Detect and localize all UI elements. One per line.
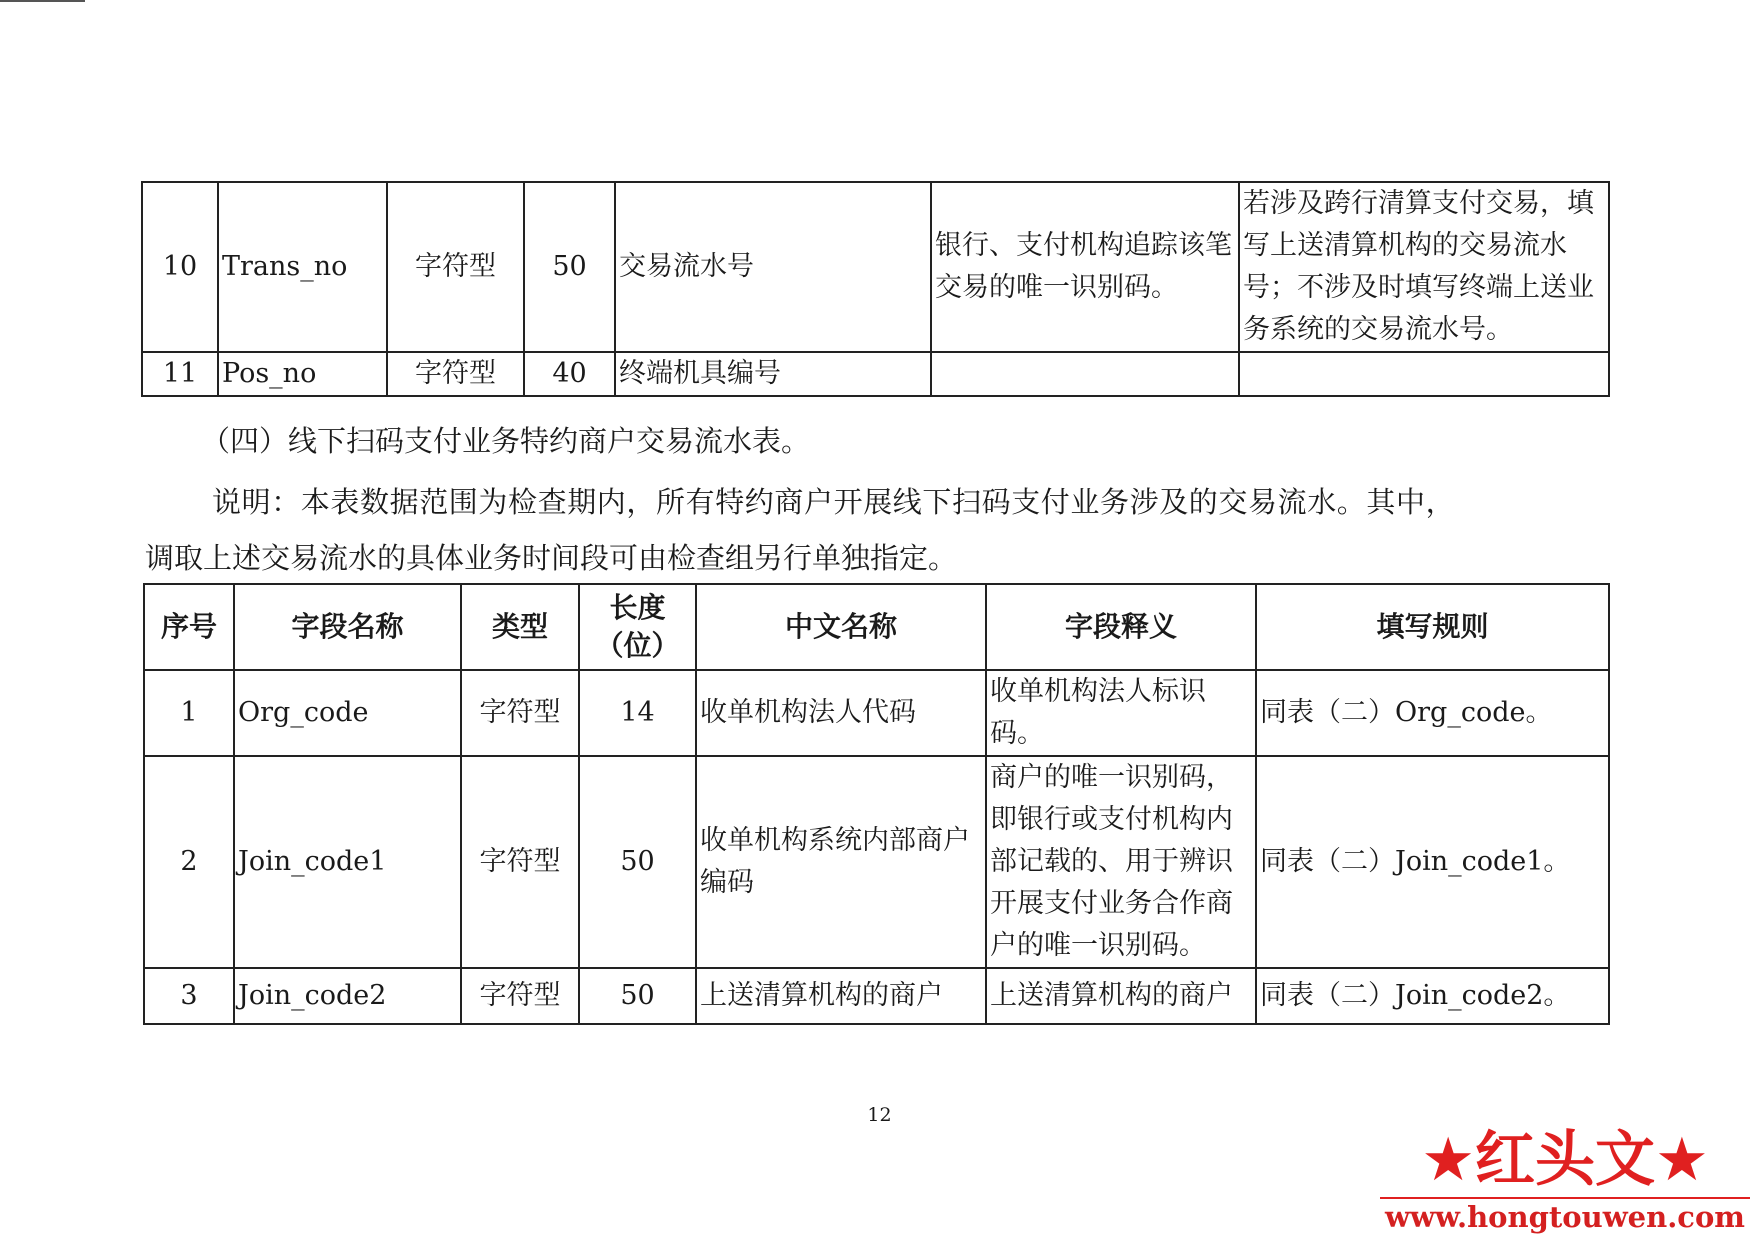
watermark-url: www.hongtouwen.com xyxy=(1385,1200,1745,1234)
cell-length: 14 xyxy=(579,670,696,756)
table-row xyxy=(144,756,1609,968)
cell-desc: 银行、支付机构追踪该笔交易的唯一识别码。 xyxy=(931,182,1239,352)
cell-no: 3 xyxy=(144,968,234,1024)
cell-rule: 同表（二）Join_code1。 xyxy=(1256,756,1609,968)
header-no: 序号 xyxy=(144,584,234,670)
header-length: 长度（位） xyxy=(579,584,696,670)
table-row xyxy=(142,352,1609,396)
cell-rule: 若涉及跨行清算支付交易，填写上送清算机构的交易流水号；不涉及时填写终端上送业务系统的交易流水号。 xyxy=(1239,182,1609,352)
cell-type: 字符型 xyxy=(461,968,579,1024)
cell-cn-name: 收单机构系统内部商户编码 xyxy=(696,756,986,968)
page-number: 12 xyxy=(867,1104,892,1126)
table-header-row xyxy=(144,584,1609,670)
cell-cn-name: 终端机具编号 xyxy=(615,352,931,396)
cell-type: 字符型 xyxy=(461,670,579,756)
header-rule: 填写规则 xyxy=(1256,584,1609,670)
cell-rule: 同表（二）Org_code。 xyxy=(1256,670,1609,756)
cell-type: 字符型 xyxy=(461,756,579,968)
cell-type: 字符型 xyxy=(387,352,524,396)
cell-cn-name: 上送清算机构的商户 xyxy=(696,968,986,1024)
cell-cn-name: 收单机构法人代码 xyxy=(696,670,986,756)
scan-edge-mark xyxy=(0,0,85,2)
cell-length: 50 xyxy=(579,756,696,968)
cell-rule: 同表（二）Join_code2。 xyxy=(1256,968,1609,1024)
cell-field: Trans_no xyxy=(218,182,387,352)
cell-desc: 商户的唯一识别码，即银行或支付机构内部记载的、用于辨识开展支付业务合作商户的唯一识别码。 xyxy=(986,756,1256,968)
cell-field: Pos_no xyxy=(218,352,387,396)
table-row xyxy=(142,182,1609,352)
table-fields-continued xyxy=(141,181,1610,397)
header-cn-name: 中文名称 xyxy=(696,584,986,670)
header-field: 字段名称 xyxy=(234,584,461,670)
table-merchant-transactions xyxy=(143,583,1610,1025)
cell-desc: 上送清算机构的商户 xyxy=(986,968,1256,1024)
cell-length: 50 xyxy=(579,968,696,1024)
cell-no: 11 xyxy=(142,352,218,396)
section-heading: （四）线下扫码支付业务特约商户交易流水表。 xyxy=(201,424,811,458)
table-row xyxy=(144,968,1609,1024)
watermark-title: ★红头文★ xyxy=(1421,1125,1709,1195)
cell-length: 50 xyxy=(524,182,615,352)
header-type: 类型 xyxy=(461,584,579,670)
cell-cn-name: 交易流水号 xyxy=(615,182,931,352)
cell-type: 字符型 xyxy=(387,182,524,352)
description-line-2: 调取上述交易流水的具体业务时间段可由检查组另行单独指定。 xyxy=(145,541,958,575)
cell-rule xyxy=(1239,352,1609,396)
cell-no: 10 xyxy=(142,182,218,352)
cell-no: 2 xyxy=(144,756,234,968)
cell-desc xyxy=(931,352,1239,396)
cell-no: 1 xyxy=(144,670,234,756)
cell-field: Org_code xyxy=(234,670,461,756)
watermark xyxy=(1380,1125,1750,1235)
header-desc: 字段释义 xyxy=(986,584,1256,670)
cell-field: Join_code1 xyxy=(234,756,461,968)
cell-length: 40 xyxy=(524,352,615,396)
cell-field: Join_code2 xyxy=(234,968,461,1024)
description-line-1: 说明：本表数据范围为检查期内，所有特约商户开展线下扫码支付业务涉及的交易流水。其中， xyxy=(212,485,1456,519)
table-row xyxy=(144,670,1609,756)
cell-desc: 收单机构法人标识码。 xyxy=(986,670,1256,756)
